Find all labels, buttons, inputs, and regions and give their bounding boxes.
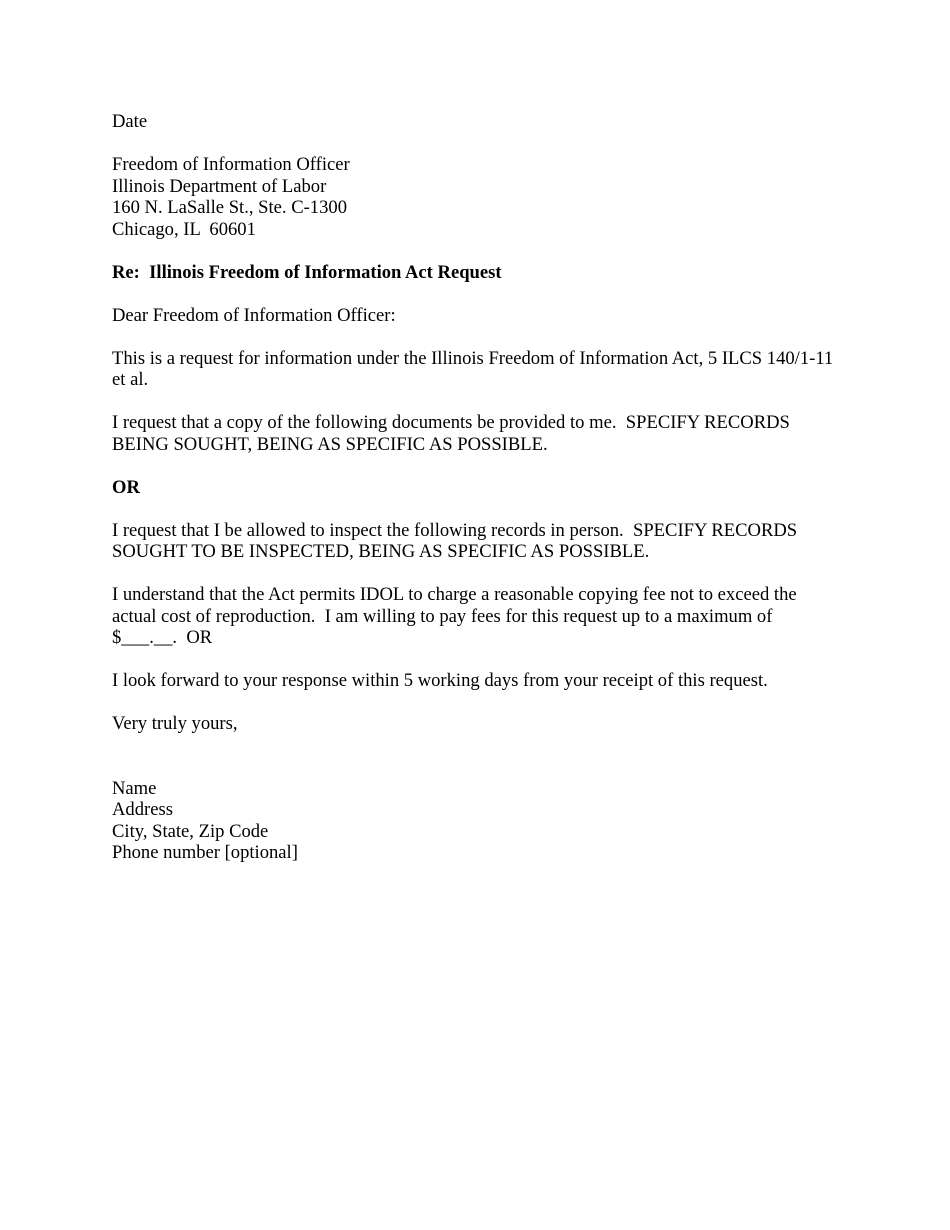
copy-request-paragraph (112, 412, 852, 455)
or-block (112, 477, 852, 499)
fee-line-2: actual cost of reproduction. I am willing to pay fees for this request up to a maximum of (112, 605, 773, 627)
letter-body (112, 111, 852, 885)
subject-line: Re: Illinois Freedom of Information Act Request (112, 261, 502, 283)
fee-line-1: I understand that the Act permits IDOL to charge a reasonable copying fee not to exceed the (112, 584, 797, 605)
signature-block (112, 778, 852, 864)
recipient-line-3: 160 N. LaSalle St., Ste. C-1300 (112, 197, 347, 218)
recipient-line-4: Chicago, IL 60601 (112, 218, 256, 240)
intro-line-1: This is a request for information under the Illinois Freedom of Information Act, 5 ILCS 140/1-11 (112, 347, 834, 369)
salutation-block (112, 305, 852, 327)
recipient-line-2: Illinois Department of Labor (112, 175, 327, 197)
inspect-request-paragraph (112, 520, 852, 563)
copy-request-line-1: I request that a copy of the following documents be provided to me. SPECIFY RECORDS (112, 412, 790, 433)
signature-city-state-zip: City, State, Zip Code (112, 820, 269, 842)
response-paragraph (112, 670, 852, 692)
closing: Very truly yours, (112, 713, 238, 734)
or-separator: OR (112, 476, 140, 498)
intro-line-2: et al. (112, 369, 149, 390)
letter-date: Date (112, 111, 148, 132)
fee-paragraph (112, 584, 852, 649)
signature-name: Name (112, 777, 157, 799)
recipient-address (112, 154, 852, 240)
response-line: I look forward to your response within 5 working days from your receipt of this request. (112, 670, 768, 691)
salutation: Dear Freedom of Information Officer: (112, 304, 396, 326)
signature-phone: Phone number [optional] (112, 842, 298, 863)
subject-block (112, 262, 852, 284)
fee-line-3: $___.__. OR (112, 627, 213, 648)
inspect-request-line-2: SOUGHT TO BE INSPECTED, BEING AS SPECIFIC AS POSSIBLE. (112, 541, 650, 562)
recipient-line-1: Freedom of Information Officer (112, 154, 350, 175)
intro-paragraph (112, 348, 852, 391)
copy-request-line-2: BEING SOUGHT, BEING AS SPECIFIC AS POSSIBLE. (112, 433, 548, 455)
closing-block (112, 713, 852, 735)
inspect-request-line-1: I request that I be allowed to inspect the following records in person. SPECIFY RECORDS (112, 519, 798, 541)
signature-address: Address (112, 799, 173, 820)
date-block (112, 111, 852, 133)
